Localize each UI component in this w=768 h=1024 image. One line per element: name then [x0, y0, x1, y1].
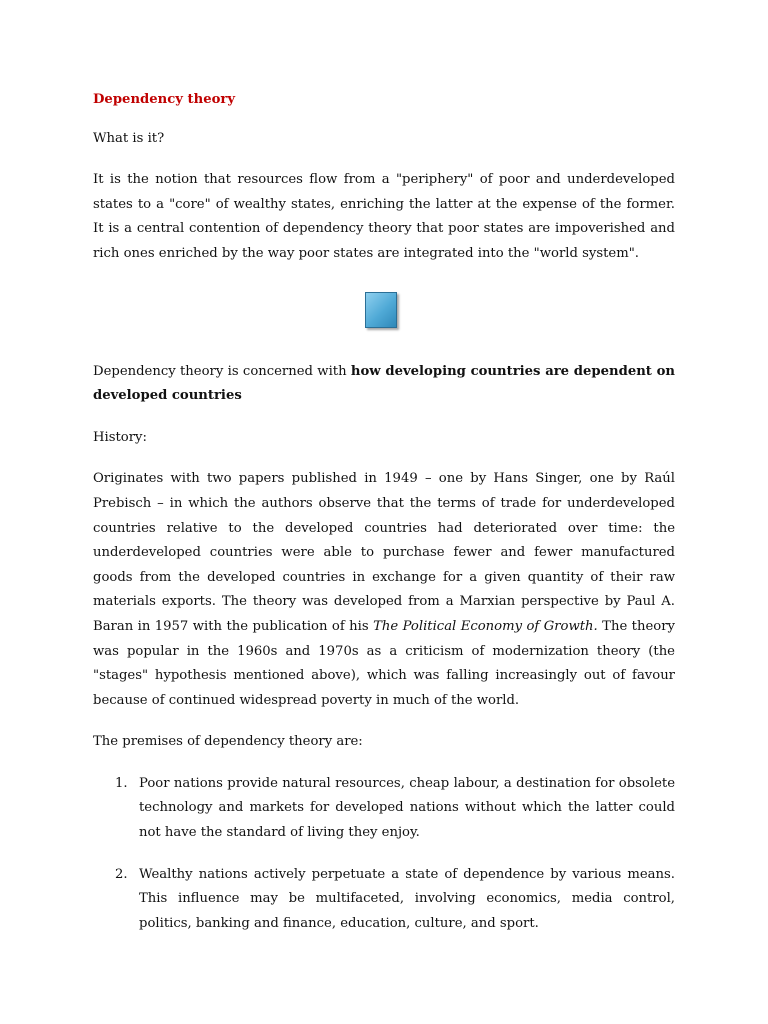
- list-item-text: Poor nations provide natural resources, cheap labour, a destination for obsolete technology and markets for developed nations without which the latter could not have the standard of living they enjoy.: [139, 775, 675, 841]
- definition-paragraph: It is the notion that resources flow from a "periphery" of poor and underdeveloped states to a "core" of wealthy states, enriching the latter at the expense of the former. It is a central contention of dependency theory that poor states are impoverished and rich ones enriched by the way poor states are integrated into the "world system".: [93, 172, 675, 261]
- concern-emphasis: how developing countries are dependent on developed countries: [93, 363, 675, 404]
- list-item: [93, 863, 675, 937]
- document-title: Dependency theory: [93, 92, 235, 107]
- list-item-number: 1.: [115, 775, 128, 791]
- premises-label: The premises of dependency theory are:: [93, 734, 363, 750]
- history-text-2: The theory was popular in the 1960s and 1970s as a criticism of modernization theory (the "stages" hypothesis mentioned above), which was falling increasingly out of favour because of continued widespread poverty in much of the world.: [93, 618, 675, 708]
- icon-row: [93, 284, 675, 360]
- concern-text: Dependency theory is concerned with: [93, 363, 351, 379]
- history-label: History:: [93, 429, 147, 445]
- list-item: [93, 772, 675, 846]
- premises-list: [93, 772, 675, 937]
- document-body: [93, 88, 675, 953]
- concern-paragraph: [93, 360, 675, 409]
- what-is-it-label: What is it?: [93, 130, 165, 146]
- list-item-text: Wealthy nations actively perpetuate a state of dependence by various means. This influence may be multifaceted, involving economics, media control, politics, banking and finance, education, culture, and sport.: [139, 866, 675, 931]
- history-text-1: Originates with two papers published in 1949 – one by Hans Singer, one by Raúl Prebisch – in which the authors observe that the terms of trade for underdeveloped countries relative to the developed countries had deteriorated over time: the underdeveloped countries were able to purchase fewer and fewer manufactured goods from the developed countries in exchange for a given quantity of their raw materials exports. The theory was developed from a Marxian perspective by Paul A. Baran in 1957 with the publication of his: [93, 471, 675, 634]
- blue-square-icon: [365, 292, 397, 328]
- list-item-number: 2.: [115, 866, 128, 882]
- history-paragraph: [93, 467, 675, 713]
- book-title: The Political Economy of Growth.: [373, 618, 598, 634]
